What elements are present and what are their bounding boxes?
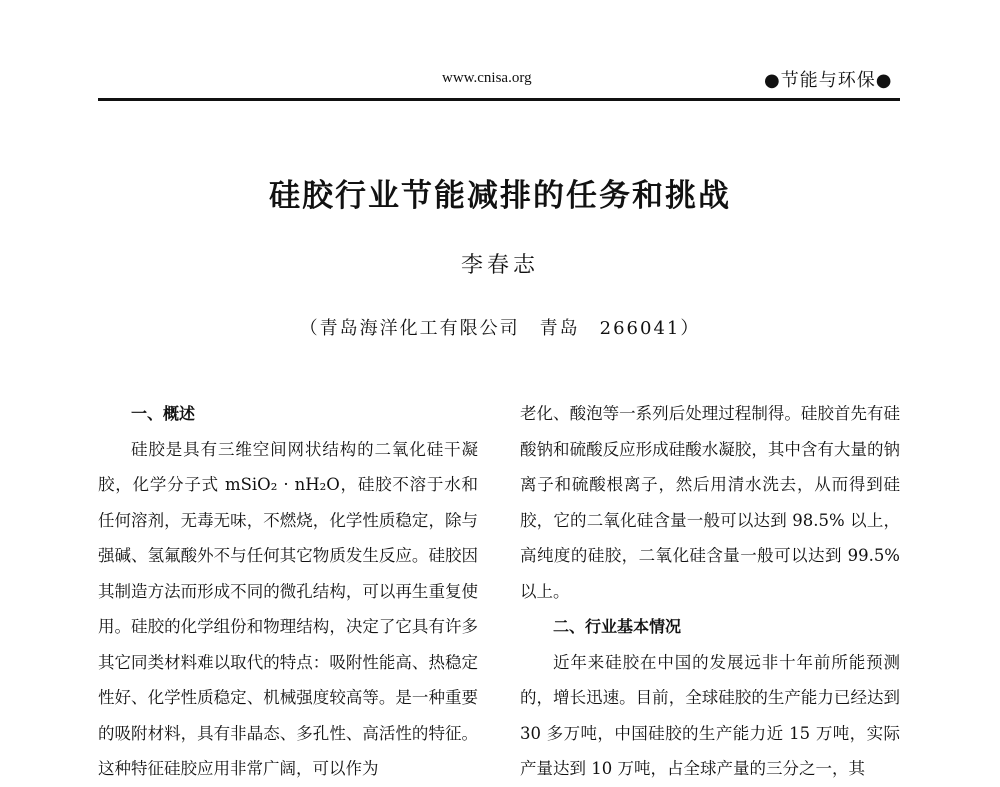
paragraph-continued: 老化、酸泡等一系列后处理过程制得。硅胶首先有硅酸钠和硫酸反应形成硅酸水凝胶，其中含有大量的钠离子和硫酸根离子，然后用清水洗去，从而得到硅胶，它的二氧化硅含量一般可以达到 98.5% 以上，高纯度的硅胶，二氧化硅含量一般可以达到 99.5% 以上。 — [520, 404, 900, 601]
article-affiliation: （青岛海洋化工有限公司 青岛 266041） — [299, 318, 701, 339]
right-column — [520, 396, 900, 787]
article-author: 李春志 — [460, 253, 539, 278]
left-column — [98, 396, 478, 787]
header-url: www.cnisa.org — [442, 70, 532, 86]
paragraph-overview: 硅胶是具有三维空间网状结构的二氧化硅干凝胶，化学分子式 mSiO₂ · nH₂O，硅胶不溶于水和任何溶剂，无毒无味，不燃烧，化学性质稳定，除与强碱、氢氟酸外不与任何其它物质发生反应。硅胶因其制造方法而形成不同的微孔结构，可以再生重复使用。硅胶的化学组份和物理结构，决定了它具有许多其它同类材料难以取代的特点：吸附性能高、热稳定性好、化学性质稳定、机械强度较高等。是一种重要的吸附材料，具有非晶态、多孔性、高活性的特征。这种特征硅胶应用非常广阔，可以作为 — [98, 439, 478, 778]
header-section-label: ●节能与环保● — [764, 70, 893, 91]
section-heading-industry: 二、行业基本情况 — [553, 617, 682, 636]
section-heading-overview: 一、概述 — [131, 404, 196, 423]
paragraph-industry: 近年来硅胶在中国的发展远非十年前所能预测的，增长迅速。目前，全球硅胶的生产能力已经达到 30 多万吨，中国硅胶的生产能力近 15 万吨，实际产量达到 10 万吨，占全球产量的三分之一，其 — [520, 652, 900, 778]
article-title: 硅胶行业节能减排的任务和挑战 — [269, 178, 731, 214]
header-rule — [98, 98, 900, 101]
